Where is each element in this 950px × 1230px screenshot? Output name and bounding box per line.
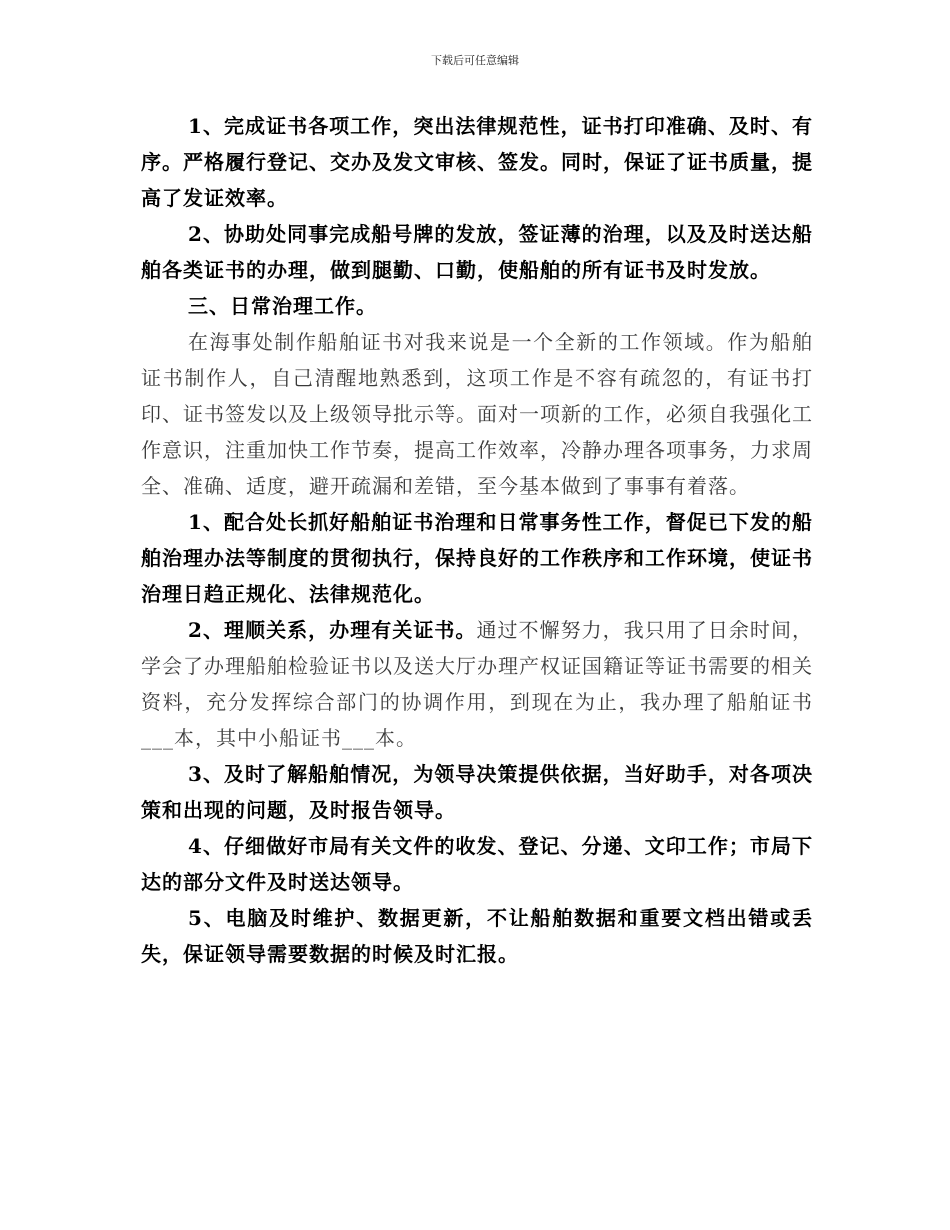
paragraph-intro <box>141 324 813 504</box>
paragraph-7 <box>141 900 813 972</box>
paragraph-1-bold: 1、完成证书各项工作，突出法律规范性，证书打印准确、及时、有序。严格履行登记、交办及发文审核、签发。同时，保证了证书质量，提高了发证效率。 <box>141 114 813 210</box>
paragraph-2 <box>141 216 813 288</box>
section-heading-text: 三、日常治理工作。 <box>188 294 377 318</box>
paragraph-4-light: 通过不懈努力，我只用了日余时间，学会了办理船舶检验证书以及送大厅办理产权证国籍证等证书需要的相关资料，充分发挥综合部门的协调作用，到现在为止，我办理了船舶证书___本，其中小船证书___本。 <box>141 618 813 750</box>
paragraph-3 <box>141 504 813 612</box>
paragraph-5 <box>141 756 813 828</box>
paragraph-4-bold: 2、理顺关系，办理有关证书。 <box>188 618 477 642</box>
document-body <box>141 108 813 972</box>
paragraph-7-bold: 5、电脑及时维护、数据更新，不让船舶数据和重要文档出错或丢失，保证领导需要数据的时候及时汇报。 <box>141 906 813 966</box>
paragraph-5-bold: 3、及时了解船舶情况，为领导决策提供依据，当好助手，对各项决策和出现的问题，及时报告领导。 <box>141 762 813 822</box>
paragraph-3-bold: 1、配合处长抓好船舶证书治理和日常事务性工作，督促已下发的船舶治理办法等制度的贯彻执行，保持良好的工作秩序和工作环境，使证书治理日趋正规化、法律规范化。 <box>141 510 813 606</box>
paragraph-6 <box>141 828 813 900</box>
paragraph-1 <box>141 108 813 216</box>
section-heading-daily-management <box>141 288 813 324</box>
page-header: 下载后可任意编辑 <box>431 54 519 67</box>
paragraph-2-bold: 2、协助处同事完成船号牌的发放，签证薄的治理，以及及时送达船舶各类证书的办理，做到腿勤、口勤，使船舶的所有证书及时发放。 <box>141 222 813 282</box>
paragraph-6-bold: 4、仔细做好市局有关文件的收发、登记、分递、文印工作；市局下达的部分文件及时送达领导。 <box>141 834 813 894</box>
paragraph-intro-light: 在海事处制作船舶证书对我来说是一个全新的工作领域。作为船舶证书制作人，自己清醒地熟悉到，这项工作是不容有疏忽的，有证书打印、证书签发以及上级领导批示等。面对一项新的工作，必须自我强化工作意识，注重加快工作节奏，提高工作效率，冷静办理各项事务，力求周全、准确、适度，避开疏漏和差错，至今基本做到了事事有着落。 <box>141 330 813 498</box>
paragraph-4 <box>141 612 813 756</box>
